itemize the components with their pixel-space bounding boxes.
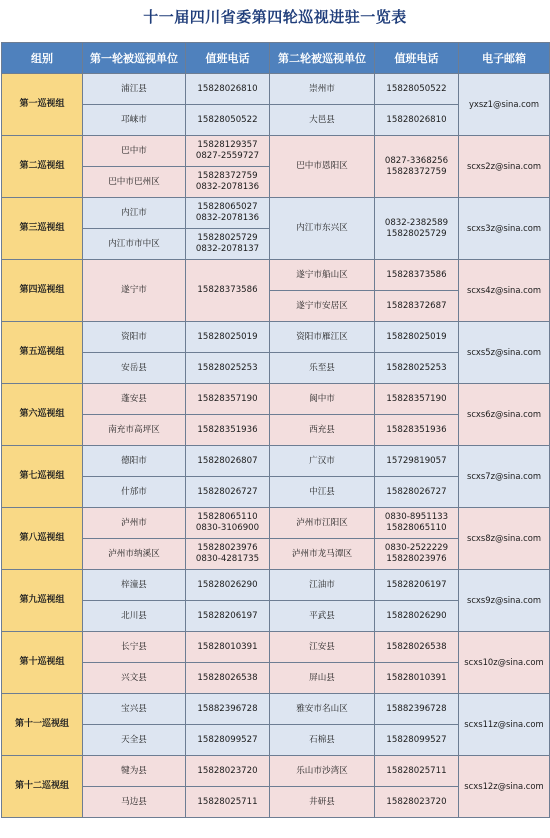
round2-phone-cell: 15828026810 xyxy=(375,105,459,136)
round1-phone-cell: 15828373586 xyxy=(186,260,270,322)
group-name-cell: 第七巡视组 xyxy=(2,446,83,508)
round2-phone-cell: 15882396728 xyxy=(375,694,459,725)
round1-phone-cell: 15828357190 xyxy=(186,384,270,415)
header-round2-phone: 值班电话 xyxy=(375,43,459,74)
round1-phone-cell: 15828026290 xyxy=(186,570,270,601)
email-cell: scxs6z@sina.com xyxy=(459,384,550,446)
round1-unit-cell: 资阳市 xyxy=(83,322,186,353)
email-cell: scxs11z@sina.com xyxy=(459,694,550,756)
round2-unit-cell: 西充县 xyxy=(270,415,375,446)
table-row xyxy=(2,136,550,167)
round1-unit-cell: 安岳县 xyxy=(83,353,186,384)
group-name-cell: 第十一巡视组 xyxy=(2,694,83,756)
table-row xyxy=(2,694,550,725)
round1-unit-cell: 内江市市中区 xyxy=(83,229,186,260)
round1-phone-cell: 15828026807 xyxy=(186,446,270,477)
round1-phone-cell: 15828372759 0832-2078136 xyxy=(186,167,270,198)
round1-unit-cell: 天全县 xyxy=(83,725,186,756)
inspection-table xyxy=(1,42,550,818)
header-round2-unit: 第二轮被巡视单位 xyxy=(270,43,375,74)
header-group: 组别 xyxy=(2,43,83,74)
round2-unit-cell: 乐山市沙湾区 xyxy=(270,756,375,787)
round2-unit-cell: 江油市 xyxy=(270,570,375,601)
table-row xyxy=(2,74,550,105)
group-name-cell: 第二巡视组 xyxy=(2,136,83,198)
round1-phone-cell: 15828026538 xyxy=(186,663,270,694)
table-row xyxy=(2,198,550,229)
round1-phone-cell: 15828065110 0830-3106900 xyxy=(186,508,270,539)
email-cell: scxs9z@sina.com xyxy=(459,570,550,632)
round2-unit-cell: 江安县 xyxy=(270,632,375,663)
round1-unit-cell: 泸州市纳溪区 xyxy=(83,539,186,570)
round2-phone-cell: 15828026727 xyxy=(375,477,459,508)
round2-unit-cell: 遂宁市船山区 xyxy=(270,260,375,291)
round2-unit-cell: 屏山县 xyxy=(270,663,375,694)
round2-unit-cell: 阆中市 xyxy=(270,384,375,415)
group-name-cell: 第十巡视组 xyxy=(2,632,83,694)
group-name-cell: 第八巡视组 xyxy=(2,508,83,570)
table-row xyxy=(2,322,550,353)
round2-phone-cell: 0830-8951133 15828065110 xyxy=(375,508,459,539)
round2-unit-cell: 平武县 xyxy=(270,601,375,632)
round1-unit-cell: 内江市 xyxy=(83,198,186,229)
round2-phone-cell: 15729819057 xyxy=(375,446,459,477)
email-cell: scxs7z@sina.com xyxy=(459,446,550,508)
round1-phone-cell: 15828025253 xyxy=(186,353,270,384)
round2-phone-cell: 0832-2382589 15828025729 xyxy=(375,198,459,260)
email-cell: scxs12z@sina.com xyxy=(459,756,550,818)
round2-phone-cell: 15828025253 xyxy=(375,353,459,384)
round1-unit-cell: 南充市高坪区 xyxy=(83,415,186,446)
round1-phone-cell: 15828025729 0832-2078137 xyxy=(186,229,270,260)
group-name-cell: 第三巡视组 xyxy=(2,198,83,260)
group-name-cell: 第九巡视组 xyxy=(2,570,83,632)
table-row xyxy=(2,756,550,787)
round2-phone-cell: 15828351936 xyxy=(375,415,459,446)
round2-phone-cell: 15828050522 xyxy=(375,74,459,105)
group-name-cell: 第一巡视组 xyxy=(2,74,83,136)
round1-phone-cell: 15828025711 xyxy=(186,787,270,818)
round2-unit-cell: 遂宁市安居区 xyxy=(270,291,375,322)
round1-unit-cell: 长宁县 xyxy=(83,632,186,663)
round1-unit-cell: 泸州市 xyxy=(83,508,186,539)
group-name-cell: 第五巡视组 xyxy=(2,322,83,384)
round2-unit-cell: 泸州市龙马潭区 xyxy=(270,539,375,570)
round2-phone-cell: 15828025711 xyxy=(375,756,459,787)
table-row xyxy=(2,508,550,539)
email-cell: scxs10z@sina.com xyxy=(459,632,550,694)
round1-unit-cell: 蓬安县 xyxy=(83,384,186,415)
round2-phone-cell: 15828025019 xyxy=(375,322,459,353)
round2-phone-cell: 0827-3368256 15828372759 xyxy=(375,136,459,198)
round1-phone-cell: 15828351936 xyxy=(186,415,270,446)
round2-phone-cell: 15828026538 xyxy=(375,632,459,663)
round2-unit-cell: 巴中市恩阳区 xyxy=(270,136,375,198)
round2-phone-cell: 15828357190 xyxy=(375,384,459,415)
group-name-cell: 第四巡视组 xyxy=(2,260,83,322)
round1-unit-cell: 马边县 xyxy=(83,787,186,818)
round2-unit-cell: 井研县 xyxy=(270,787,375,818)
round2-unit-cell: 泸州市江阳区 xyxy=(270,508,375,539)
email-cell: scxs4z@sina.com xyxy=(459,260,550,322)
email-cell: scxs5z@sina.com xyxy=(459,322,550,384)
round1-unit-cell: 浦江县 xyxy=(83,74,186,105)
header-email: 电子邮箱 xyxy=(459,43,550,74)
email-cell: scxs8z@sina.com xyxy=(459,508,550,570)
round1-unit-cell: 遂宁市 xyxy=(83,260,186,322)
round2-phone-cell: 0830-2522229 15828023976 xyxy=(375,539,459,570)
round1-phone-cell: 15882396728 xyxy=(186,694,270,725)
round1-phone-cell: 15828025019 xyxy=(186,322,270,353)
group-name-cell: 第十二巡视组 xyxy=(2,756,83,818)
page-title: 十一届四川省委第四轮巡视进驻一览表 xyxy=(143,8,407,26)
round2-unit-cell: 大邑县 xyxy=(270,105,375,136)
round2-unit-cell: 资阳市雁江区 xyxy=(270,322,375,353)
round1-phone-cell: 15828010391 xyxy=(186,632,270,663)
round1-phone-cell: 15828129357 0827-2559727 xyxy=(186,136,270,167)
table-row xyxy=(2,384,550,415)
round2-phone-cell: 15828023720 xyxy=(375,787,459,818)
round2-phone-cell: 15828206197 xyxy=(375,570,459,601)
group-name-cell: 第六巡视组 xyxy=(2,384,83,446)
email-cell: yxsz1@sina.com xyxy=(459,74,550,136)
round1-unit-cell: 宝兴县 xyxy=(83,694,186,725)
round1-unit-cell: 犍为县 xyxy=(83,756,186,787)
round1-unit-cell: 邛崃市 xyxy=(83,105,186,136)
round1-unit-cell: 巴中市 xyxy=(83,136,186,167)
round1-phone-cell: 15828050522 xyxy=(186,105,270,136)
round1-phone-cell: 15828206197 xyxy=(186,601,270,632)
round2-phone-cell: 15828026290 xyxy=(375,601,459,632)
round1-unit-cell: 兴文县 xyxy=(83,663,186,694)
round1-unit-cell: 巴中市巴州区 xyxy=(83,167,186,198)
table-row xyxy=(2,570,550,601)
round2-unit-cell: 崇州市 xyxy=(270,74,375,105)
header-round1-unit: 第一轮被巡视单位 xyxy=(83,43,186,74)
table-row xyxy=(2,260,550,291)
round2-phone-cell: 15828010391 xyxy=(375,663,459,694)
round1-unit-cell: 什邡市 xyxy=(83,477,186,508)
round2-unit-cell: 石棉县 xyxy=(270,725,375,756)
round1-phone-cell: 15828026727 xyxy=(186,477,270,508)
round2-unit-cell: 雅安市名山区 xyxy=(270,694,375,725)
round1-unit-cell: 北川县 xyxy=(83,601,186,632)
round1-phone-cell: 15828023976 0830-4281735 xyxy=(186,539,270,570)
header-row xyxy=(2,43,550,74)
round2-phone-cell: 15828373586 xyxy=(375,260,459,291)
header-round1-phone: 值班电话 xyxy=(186,43,270,74)
round2-phone-cell: 15828099527 xyxy=(375,725,459,756)
round1-phone-cell: 15828065027 0832-2078136 xyxy=(186,198,270,229)
round2-unit-cell: 广汉市 xyxy=(270,446,375,477)
table-row xyxy=(2,632,550,663)
table-row xyxy=(2,446,550,477)
round1-phone-cell: 15828023720 xyxy=(186,756,270,787)
round2-unit-cell: 内江市东兴区 xyxy=(270,198,375,260)
round2-unit-cell: 乐至县 xyxy=(270,353,375,384)
round2-unit-cell: 中江县 xyxy=(270,477,375,508)
email-cell: scxs3z@sina.com xyxy=(459,198,550,260)
round1-phone-cell: 15828026810 xyxy=(186,74,270,105)
round1-phone-cell: 15828099527 xyxy=(186,725,270,756)
round1-unit-cell: 德阳市 xyxy=(83,446,186,477)
email-cell: scxs2z@sina.com xyxy=(459,136,550,198)
round1-unit-cell: 梓潼县 xyxy=(83,570,186,601)
round2-phone-cell: 15828372687 xyxy=(375,291,459,322)
